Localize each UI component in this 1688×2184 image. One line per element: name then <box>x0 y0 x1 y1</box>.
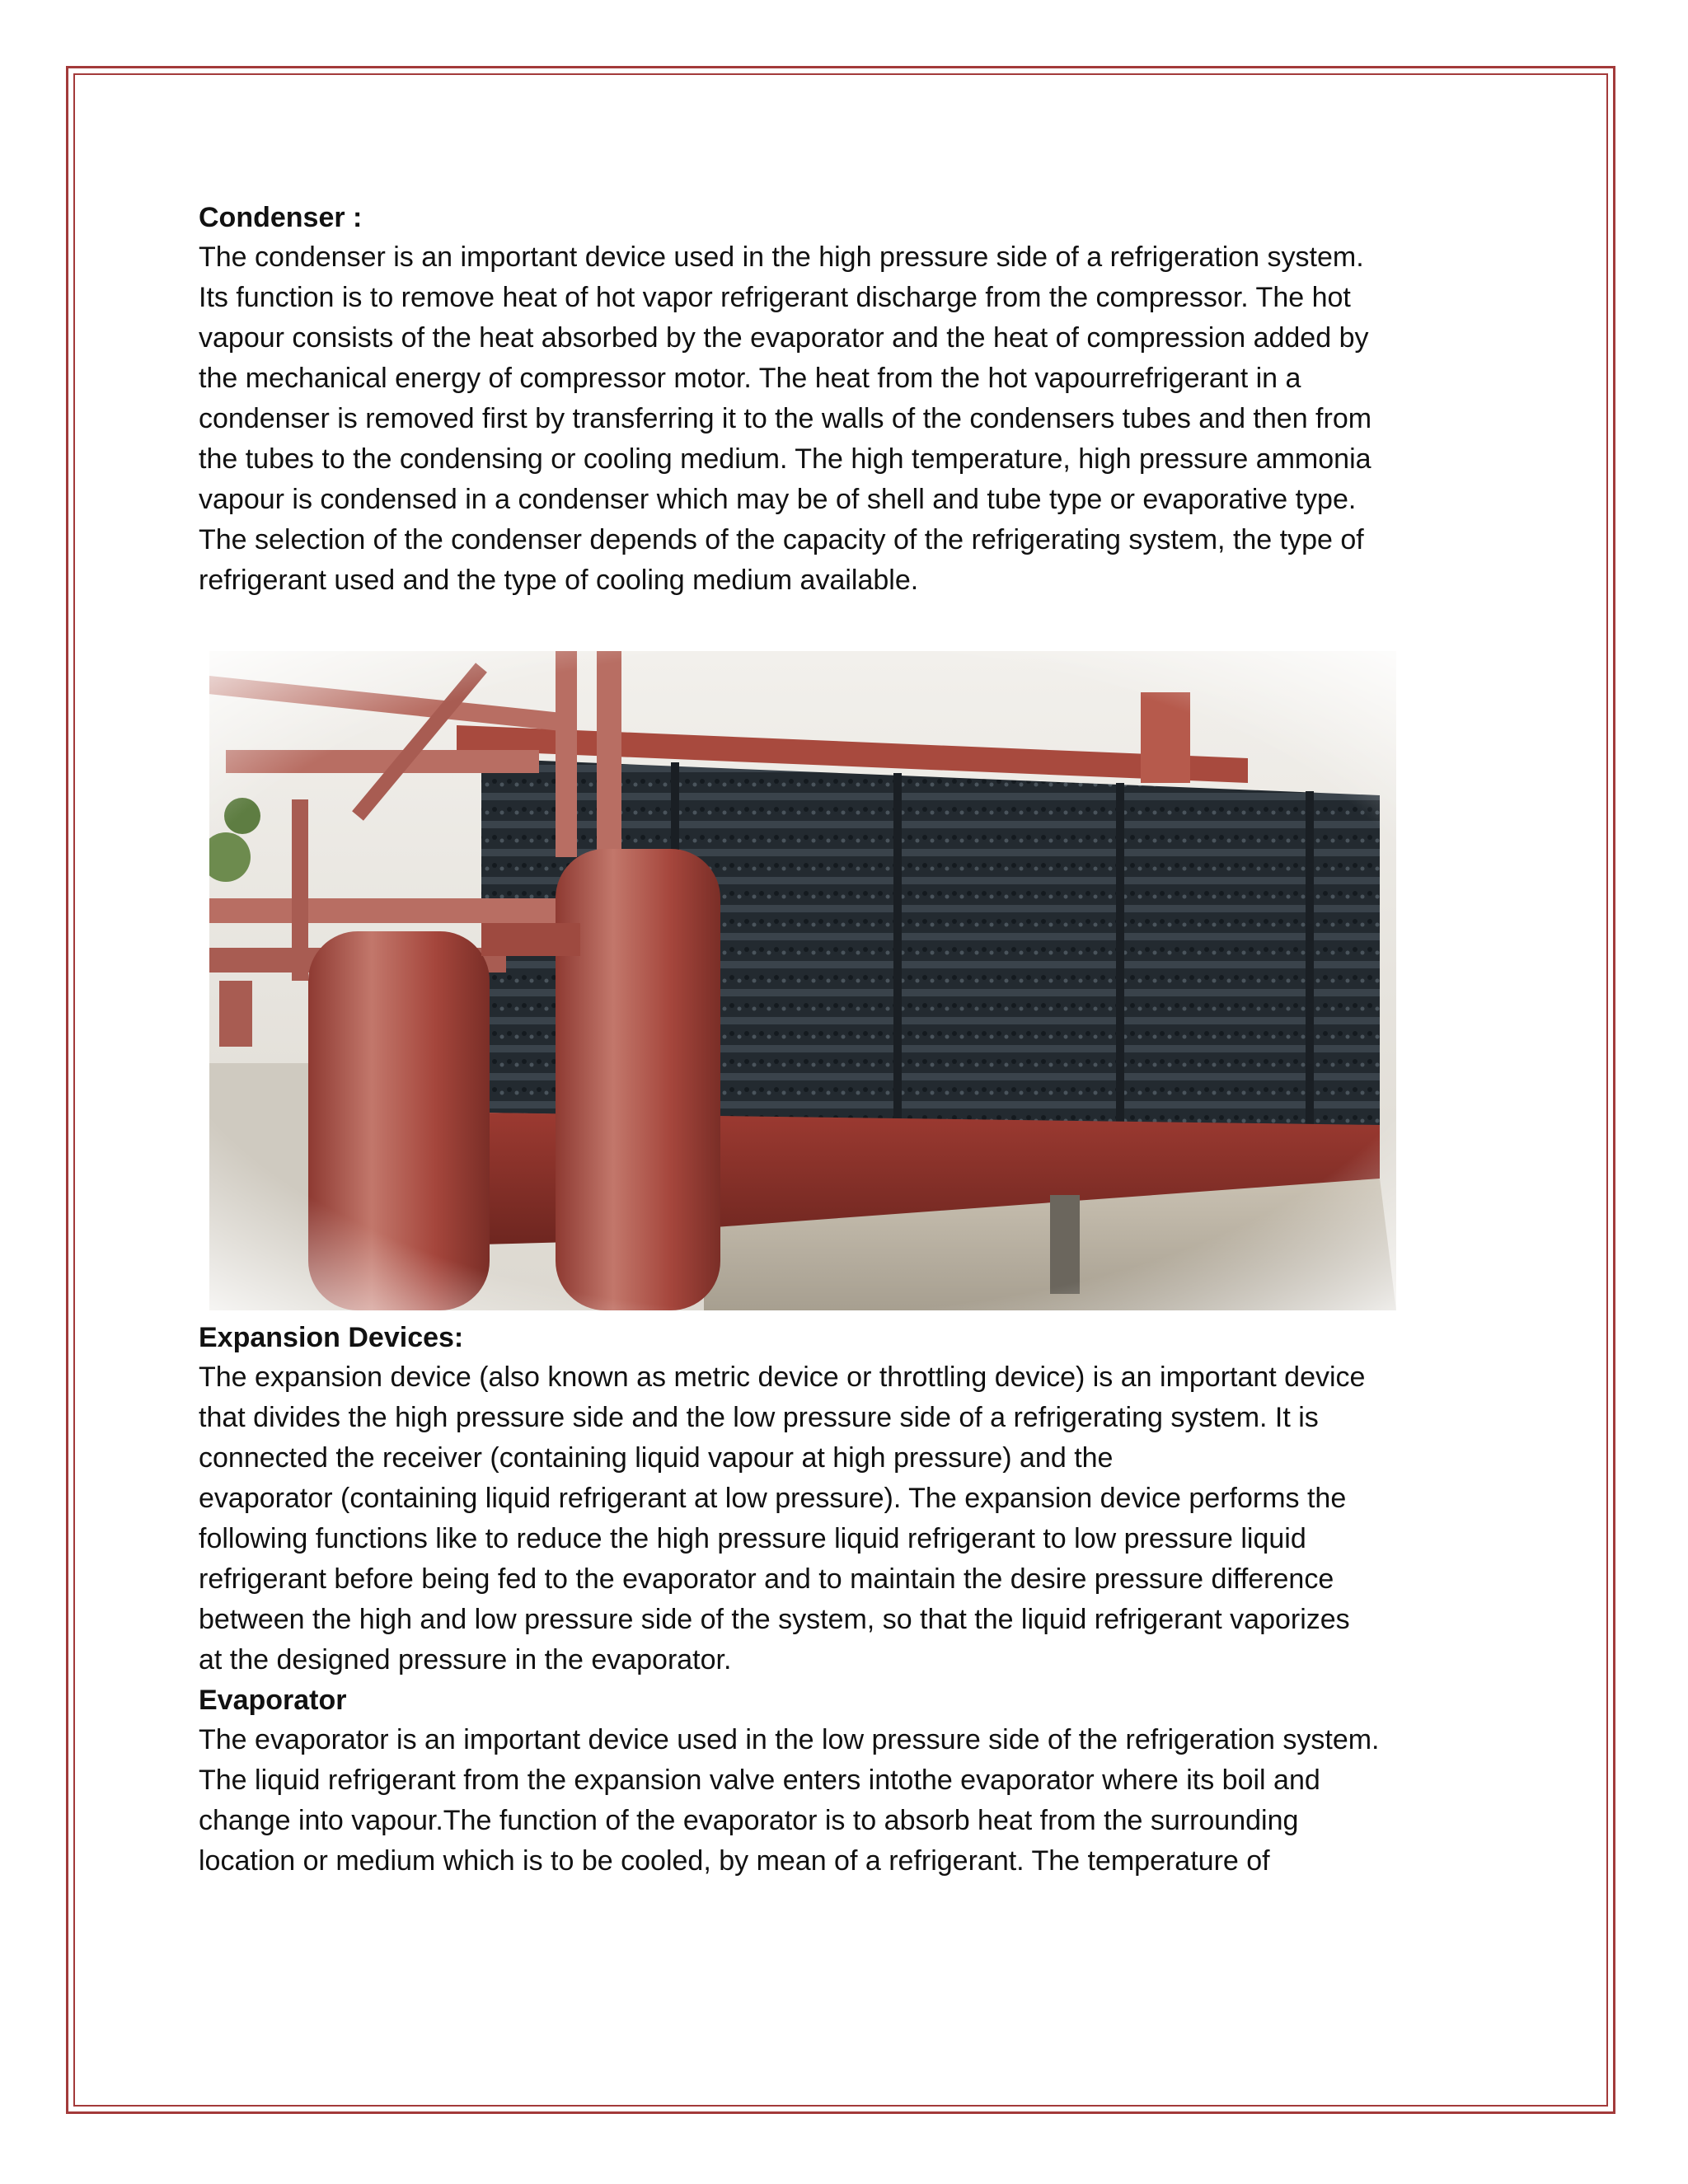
pipe <box>209 898 605 923</box>
beam-support <box>1141 692 1190 783</box>
condenser-line: the mechanical energy of compressor motor. The heat from the hot vapourrefrigerant in a <box>199 363 1301 394</box>
expansion-line: following functions like to reduce the high pressure liquid refrigerant to low pressure liquid <box>199 1523 1306 1554</box>
expansion-line: refrigerant before being fed to the evaporator and to maintain the desire pressure difference <box>199 1563 1334 1595</box>
frame-post <box>893 773 902 1123</box>
frame-post <box>1116 783 1124 1129</box>
evaporator-paragraph <box>199 1720 1501 1882</box>
condenser-line: refrigerant used and the type of cooling medium available. <box>199 565 919 596</box>
condenser-line: The selection of the condenser depends of the capacity of the refrigerating system, the type of <box>199 524 1364 555</box>
flange <box>481 923 580 956</box>
evaporator-line: The liquid refrigerant from the expansion valve enters intothe evaporator where its boil and <box>199 1765 1320 1796</box>
condenser-photo <box>209 651 1396 1310</box>
pipe <box>226 750 539 773</box>
expansion-line: between the high and low pressure side of the system, so that the liquid refrigerant vaporizes <box>199 1604 1350 1635</box>
condenser-line: vapour is condensed in a condenser which may be of shell and tube type or evaporative type. <box>199 484 1357 515</box>
receiver-tank <box>556 849 720 1310</box>
condenser-line: vapour consists of the heat absorbed by the evaporator and the heat of compression added by <box>199 322 1369 354</box>
expansion-line: that divides the high pressure side and the low pressure side of a refrigerating system. It is <box>199 1402 1319 1433</box>
expansion-line: evaporator (containing liquid refrigerant at low pressure). The expansion device performs the <box>199 1483 1347 1514</box>
condenser-line: condenser is removed first by transferring it to the walls of the condensers tubes and then from <box>199 403 1372 434</box>
pipe <box>292 799 308 981</box>
expansion-heading: Expansion Devices: <box>199 1322 464 1353</box>
pipe <box>597 651 621 882</box>
foliage <box>224 798 260 834</box>
condenser-paragraph <box>199 237 1501 601</box>
flange <box>219 981 252 1047</box>
expansion-line: at the designed pressure in the evaporator. <box>199 1644 732 1675</box>
expansion-paragraph <box>199 1357 1501 1680</box>
pipe <box>556 651 577 857</box>
drain-pipe <box>1050 1195 1080 1294</box>
expansion-line: The expansion device (also known as metric device or throttling device) is an important device <box>199 1361 1366 1393</box>
evaporator-heading: Evaporator <box>199 1685 347 1716</box>
condenser-photo-illustration <box>209 651 1396 1310</box>
condenser-line: Its function is to remove heat of hot vapor refrigerant discharge from the compressor. The hot <box>199 282 1351 313</box>
frame-post <box>1306 791 1314 1133</box>
condenser-line: the tubes to the condensing or cooling medium. The high temperature, high pressure ammonia <box>199 443 1372 475</box>
evaporator-line: location or medium which is to be cooled, by mean of a refrigerant. The temperature of <box>199 1845 1270 1877</box>
condenser-heading: Condenser : <box>199 202 363 233</box>
condenser-line: The condenser is an important device used in the high pressure side of a refrigeration system. <box>199 241 1364 273</box>
receiver-tank <box>308 931 490 1310</box>
evaporator-line: The evaporator is an important device used in the low pressure side of the refrigeration system. <box>199 1724 1380 1755</box>
expansion-line: connected the receiver (containing liquid vapour at high pressure) and the <box>199 1442 1114 1474</box>
evaporator-line: change into vapour.The function of the evaporator is to absorb heat from the surrounding <box>199 1805 1299 1836</box>
